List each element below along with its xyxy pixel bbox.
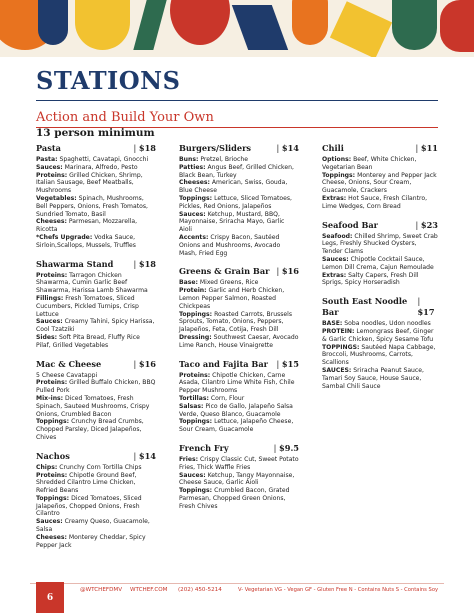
line-label: Sauces: xyxy=(36,518,63,526)
banner-shape-yellow-2 xyxy=(330,1,392,57)
station-name: Chili xyxy=(322,143,344,153)
line-label: Tortillas: xyxy=(179,394,209,402)
station xyxy=(179,141,299,257)
footer-social[interactable]: @WTCHEFDMV xyxy=(80,587,123,593)
station-header xyxy=(36,449,156,462)
column-right xyxy=(322,141,438,397)
line-label: Toppings: xyxy=(36,418,70,426)
divider xyxy=(36,100,438,101)
line-text: Grilled Chicken, Shrimp, Italian Sausage, Beef Meatballs, Mushrooms xyxy=(36,171,143,195)
section-subtitle: Action and Build Your Own xyxy=(36,110,214,125)
station xyxy=(322,294,438,390)
station-price: | $23 xyxy=(416,220,438,231)
line-label: Sauces: xyxy=(36,163,63,171)
line-text: American, Swiss, Gouda, Blue Cheese xyxy=(179,179,288,195)
station-line xyxy=(36,334,156,350)
station-details xyxy=(36,464,156,550)
station-line xyxy=(322,344,438,367)
station-line xyxy=(36,172,156,195)
line-label: Toppings: xyxy=(179,194,213,202)
station-line xyxy=(179,472,299,488)
station-line xyxy=(36,395,156,418)
line-label: Toppings: xyxy=(179,310,213,318)
station-line xyxy=(36,218,156,234)
banner-shape-red-2 xyxy=(440,0,474,52)
banner-shape-red xyxy=(170,0,230,45)
line-label: BASE: xyxy=(322,320,343,328)
line-text: Ketchup, Tangy Mayonnaise, Cheese Sauce, Garlic Aioli xyxy=(179,471,295,487)
line-label: Proteins: xyxy=(179,371,211,379)
station-price: | $14 xyxy=(134,451,156,462)
decorative-banner xyxy=(0,0,474,57)
station-line xyxy=(179,287,299,310)
footer-site[interactable]: WTCHEF.COM xyxy=(130,587,168,593)
line-label: Sauces: xyxy=(179,471,206,479)
station-price: | $16 xyxy=(134,359,156,370)
station xyxy=(36,257,156,350)
line-text: Crunchy Bread Crumbs, Chopped Parsley, Diced Jalapeños, Chives xyxy=(36,418,144,441)
line-label: Salsas: xyxy=(179,402,204,410)
line-text: Mixed Greens, Rice xyxy=(199,279,259,287)
station-name: Mac & Cheese xyxy=(36,358,102,369)
line-label: *Chefs Upgrade: xyxy=(36,233,93,241)
station-line xyxy=(322,367,438,390)
line-text: Chipotle Chicken, Carne Asada, Cilantro Lime White Fish, Chile Pepper Mushrooms xyxy=(179,371,295,395)
banner-shape-green xyxy=(133,0,166,50)
line-text: Corn, Flour xyxy=(210,394,245,402)
station xyxy=(322,218,438,288)
station-header xyxy=(179,264,299,277)
station-details xyxy=(322,233,438,288)
line-text: Diced Tomatoes, Sliced Jalapeños, Chopped Onions, Fresh Cilantro xyxy=(36,494,142,518)
line-label: Patties: xyxy=(179,163,206,171)
line-label: Toppings: xyxy=(179,487,213,495)
station-name: Pasta xyxy=(36,143,61,153)
line-text: Lemongrass Beef, Ginger & Garlic Chicken, Spicy Sesame Tofu xyxy=(322,327,434,343)
line-text: Diced Tomatoes, Fresh Spinach, Sauteed Mushrooms, Crispy Onions, Crumbled Bacon xyxy=(36,394,150,418)
line-label: Seafood: xyxy=(322,232,353,240)
station-header xyxy=(322,294,438,318)
line-label: Options: xyxy=(322,156,352,163)
station xyxy=(179,357,299,434)
station-line xyxy=(36,379,156,395)
station-line xyxy=(179,211,299,234)
station-line xyxy=(179,156,299,164)
station-details xyxy=(179,456,299,511)
line-text: Ketchup, Mustard, BBQ, Mayonnaise, Sriracha Mayo, Garlic Aioli xyxy=(179,210,285,234)
footer-divider xyxy=(30,583,444,584)
station-line xyxy=(36,318,156,334)
banner-shape-yellow xyxy=(75,0,130,50)
station-name: Nachos xyxy=(36,450,70,461)
line-label: Base: xyxy=(179,279,198,287)
station-header xyxy=(179,441,299,454)
line-label: Fries: xyxy=(179,455,199,463)
station-line xyxy=(179,195,299,211)
line-label: Cheeses: xyxy=(36,218,67,226)
line-label: Sauces: xyxy=(322,255,349,263)
line-label: Sauces: xyxy=(36,318,63,326)
station-line xyxy=(36,195,156,218)
station-line xyxy=(179,418,299,434)
banner-shape-orange-2 xyxy=(292,0,328,45)
station-details xyxy=(179,279,299,349)
page-title: STATIONS xyxy=(36,66,181,95)
station-price: | $15 xyxy=(277,359,299,370)
station-header xyxy=(36,141,156,154)
station-details xyxy=(179,156,299,257)
line-text: Marinara, Alfredo, Pesto xyxy=(64,163,138,171)
station-line xyxy=(322,233,438,256)
line-label: Accents: xyxy=(179,233,209,241)
line-label: Fillings: xyxy=(36,294,64,302)
station-line xyxy=(322,320,438,328)
station-line xyxy=(179,395,299,403)
line-text: Soft Pita Bread, Fluffy Rice Pilaf, Grilled Vegetables xyxy=(36,333,140,349)
line-text: Southwest Caesar, Avocado Lime Ranch, House Vinaigrette xyxy=(179,333,299,349)
line-label: Extras: xyxy=(322,194,347,202)
station-price: | $16 xyxy=(277,266,299,277)
page-number: 6 xyxy=(36,582,64,613)
line-text: Lettuce, Jalapeño Cheese, Sour Cream, Guacamole xyxy=(179,418,294,434)
station-name: Taco and Fajita Bar xyxy=(179,358,268,369)
column-middle xyxy=(179,141,299,517)
station xyxy=(179,264,299,349)
station-line xyxy=(179,311,299,334)
footer-legend: V- Vegetarian VG - Vegan GF - Gluten Free N - Contains Nuts S - Contains Soy xyxy=(238,587,439,593)
line-text: Soba noodles, Udon noodles xyxy=(344,320,431,328)
line-label: Chips: xyxy=(36,463,58,471)
station-name: French Fry xyxy=(179,442,229,453)
station-line xyxy=(36,272,156,295)
station-line xyxy=(36,234,156,250)
line-text: Monterey and Pepper Jack Cheese, Onions, Sour Cream, Guacamole, Crackers xyxy=(322,171,437,195)
station-name: Greens & Grain Bar xyxy=(179,266,270,277)
banner-shape-blue-2 xyxy=(232,5,288,50)
station-line xyxy=(36,472,156,495)
line-label: Proteins: xyxy=(36,271,68,279)
station-details xyxy=(179,372,299,434)
station-line xyxy=(36,495,156,518)
station xyxy=(322,141,438,211)
minimum-note: 13 person minimum xyxy=(36,127,155,139)
line-label: Cheeses: xyxy=(36,533,67,541)
station-details xyxy=(36,156,156,250)
station-line xyxy=(322,256,438,272)
line-text: Vodka Sauce, Sirloin,Scallops, Mussels, Truffles xyxy=(36,233,136,249)
line-text: Lettuce, Sliced Tomatoes, Pickles, Red Onions, Jalapeños xyxy=(179,194,292,210)
station-line xyxy=(322,328,438,344)
line-text: Chilled Shrimp, Sweet Crab Legs, Freshly Shucked Oysters, Tender Clams xyxy=(322,232,438,256)
station-line xyxy=(36,164,156,172)
station-line xyxy=(36,464,156,472)
line-text: Spaghetti, Cavatapi, Gnocchi xyxy=(59,156,149,163)
line-text: Grilled Buffalo Chicken, BBQ Pulled Pork xyxy=(36,379,156,395)
line-label: Proteins: xyxy=(36,379,68,387)
station-line xyxy=(179,487,299,510)
line-label: Toppings: xyxy=(179,418,213,426)
line-text: Sriracha Peanut Sauce, Tamari Soy Sauce, House Sauce, Sambal Chili Sauce xyxy=(322,366,424,390)
station-details xyxy=(36,372,156,442)
line-label: Proteins: xyxy=(36,471,68,479)
line-label: Toppings: xyxy=(322,171,356,179)
station-price: | $14 xyxy=(277,143,299,154)
line-label: Toppings: xyxy=(36,494,70,502)
station xyxy=(36,357,156,442)
station-price: | $9.5 xyxy=(274,443,299,454)
station-line xyxy=(179,279,299,287)
line-label: PROTEIN: xyxy=(322,327,355,335)
station-line xyxy=(36,534,156,550)
station-header xyxy=(36,357,156,370)
line-text: Chipotle Cocktail Sauce, Lemon Dill Crema, Cajun Remoulade xyxy=(322,255,434,271)
station-details xyxy=(36,272,156,350)
line-text: Spinach, Mushrooms, Bell Peppers, Onions, Fresh Tomatos, Sundried Tomato, Basil xyxy=(36,194,148,218)
station-line xyxy=(179,403,299,419)
station-name: Burgers/Sliders xyxy=(179,143,252,153)
station-price: | $17 xyxy=(417,296,438,318)
station-details xyxy=(322,320,438,390)
line-label: Proteins: xyxy=(36,171,68,179)
station-name: Shawarma Stand xyxy=(36,258,114,269)
station-price: | $11 xyxy=(416,143,438,154)
line-label: Sauces: xyxy=(179,210,206,218)
line-text: Crispy Classic Cut, Sweet Potato Fries, Thick Waffle Fries xyxy=(179,455,299,471)
station-line xyxy=(322,195,438,211)
line-label: Vegetables: xyxy=(36,194,77,202)
station-header xyxy=(179,141,299,154)
line-text: Angus Beef, Grilled Chicken, Black Bean, Turkey xyxy=(179,163,294,179)
line-text: Tarragon Chicken Shawarma, Cumin Garlic Beef Shawarma, Harissa Lamb Shawarma xyxy=(36,271,148,295)
station-line xyxy=(322,272,438,288)
line-text: Salty Capers, Fresh Dill Sprigs, Spicy Horseradish xyxy=(322,271,419,287)
line-text: Roasted Carrots, Brussels Sprouts, Tomato, Onions, Peppers, Jalapeños, Feta, Cotija, Fresh Dill xyxy=(179,310,293,334)
station-line xyxy=(36,156,156,164)
banner-shape-green-2 xyxy=(392,0,437,50)
station-header xyxy=(322,141,438,154)
line-label: Dressing: xyxy=(179,333,212,341)
line-text: Monterey Cheddar, Spicy Pepper Jack xyxy=(36,533,146,549)
line-text: Sautéed Napa Cabbage, Broccoli, Mushrooms, Carrots, Scallions xyxy=(322,343,436,367)
line-text: Parmesan, Mozzarella, Ricotta xyxy=(36,218,138,234)
station-line xyxy=(179,234,299,257)
line-text: Chipotle Ground Beef, Shredded Cilantro Lime Chicken, Refried Beans xyxy=(36,471,137,495)
station-header xyxy=(322,218,438,231)
station-line xyxy=(179,179,299,195)
station-line xyxy=(36,518,156,534)
line-label: Pasta: xyxy=(36,156,58,163)
line-text: Crispy Bacon, Sautéed Onions and Mushrooms, Avocado Mash, Fried Egg xyxy=(179,233,281,257)
station xyxy=(36,141,156,250)
line-text: Pico de Gallo, Jalapeño Salsa Verde, Queso Blanco, Guacamole xyxy=(179,402,293,418)
station-line xyxy=(36,372,156,380)
station xyxy=(36,449,156,550)
station-line xyxy=(179,372,299,395)
line-label: SAUCES: xyxy=(322,366,352,374)
station-header xyxy=(179,357,299,370)
line-label: Extras: xyxy=(322,271,347,279)
column-left xyxy=(36,141,156,556)
line-text: Garlic and Herb Chicken, Lemon Pepper Salmon, Roasted Chickpeas xyxy=(179,287,285,310)
station-line xyxy=(179,334,299,350)
line-text: Crumbled Bacon, Grated Parmesan, Chopped Green Onions, Fresh Chives xyxy=(179,487,290,510)
footer-phone: (202) 450-5214 xyxy=(178,587,222,593)
line-text: Beef, White Chicken, Vegetarian Bean xyxy=(322,156,417,171)
line-label: Mix-ins: xyxy=(36,394,64,402)
line-text: Hot Sauce, Fresh Cilantro, Lime Wedges, Corn Bread xyxy=(322,194,428,210)
line-text: Crunchy Corn Tortilla Chips xyxy=(59,463,142,471)
line-text: Fresh Tomatoes, Sliced Cucumbers, Pickled Turnips, Crisp Lettuce xyxy=(36,294,139,318)
banner-shape-blue xyxy=(38,0,68,45)
line-label: TOPPINGS: xyxy=(322,343,360,351)
line-text: Creamy Queso, Guacamole, Salsa xyxy=(36,518,150,534)
line-label: Sides: xyxy=(36,333,58,341)
line-text: Creamy Tahini, Spicy Harissa, Cool Tzatziki xyxy=(36,318,155,334)
station-price: | $18 xyxy=(134,143,156,154)
station-line xyxy=(322,156,438,172)
station-name: Seafood Bar xyxy=(322,219,378,230)
line-label: Protein: xyxy=(179,287,207,295)
station-line xyxy=(36,295,156,318)
station-line xyxy=(322,172,438,195)
line-label: Cheeses: xyxy=(179,179,210,187)
station-details xyxy=(322,156,438,211)
station-header xyxy=(36,257,156,270)
station-line xyxy=(179,164,299,180)
station-line xyxy=(36,418,156,441)
station-line xyxy=(179,456,299,472)
station-name: South East Noodle Bar xyxy=(322,296,408,318)
station xyxy=(179,441,299,511)
line-text: Pretzel, Brioche xyxy=(200,156,248,163)
line-text: 5 Cheese Cavatappi xyxy=(36,371,98,379)
station-price: | $18 xyxy=(134,259,156,270)
line-label: Buns: xyxy=(179,156,199,163)
